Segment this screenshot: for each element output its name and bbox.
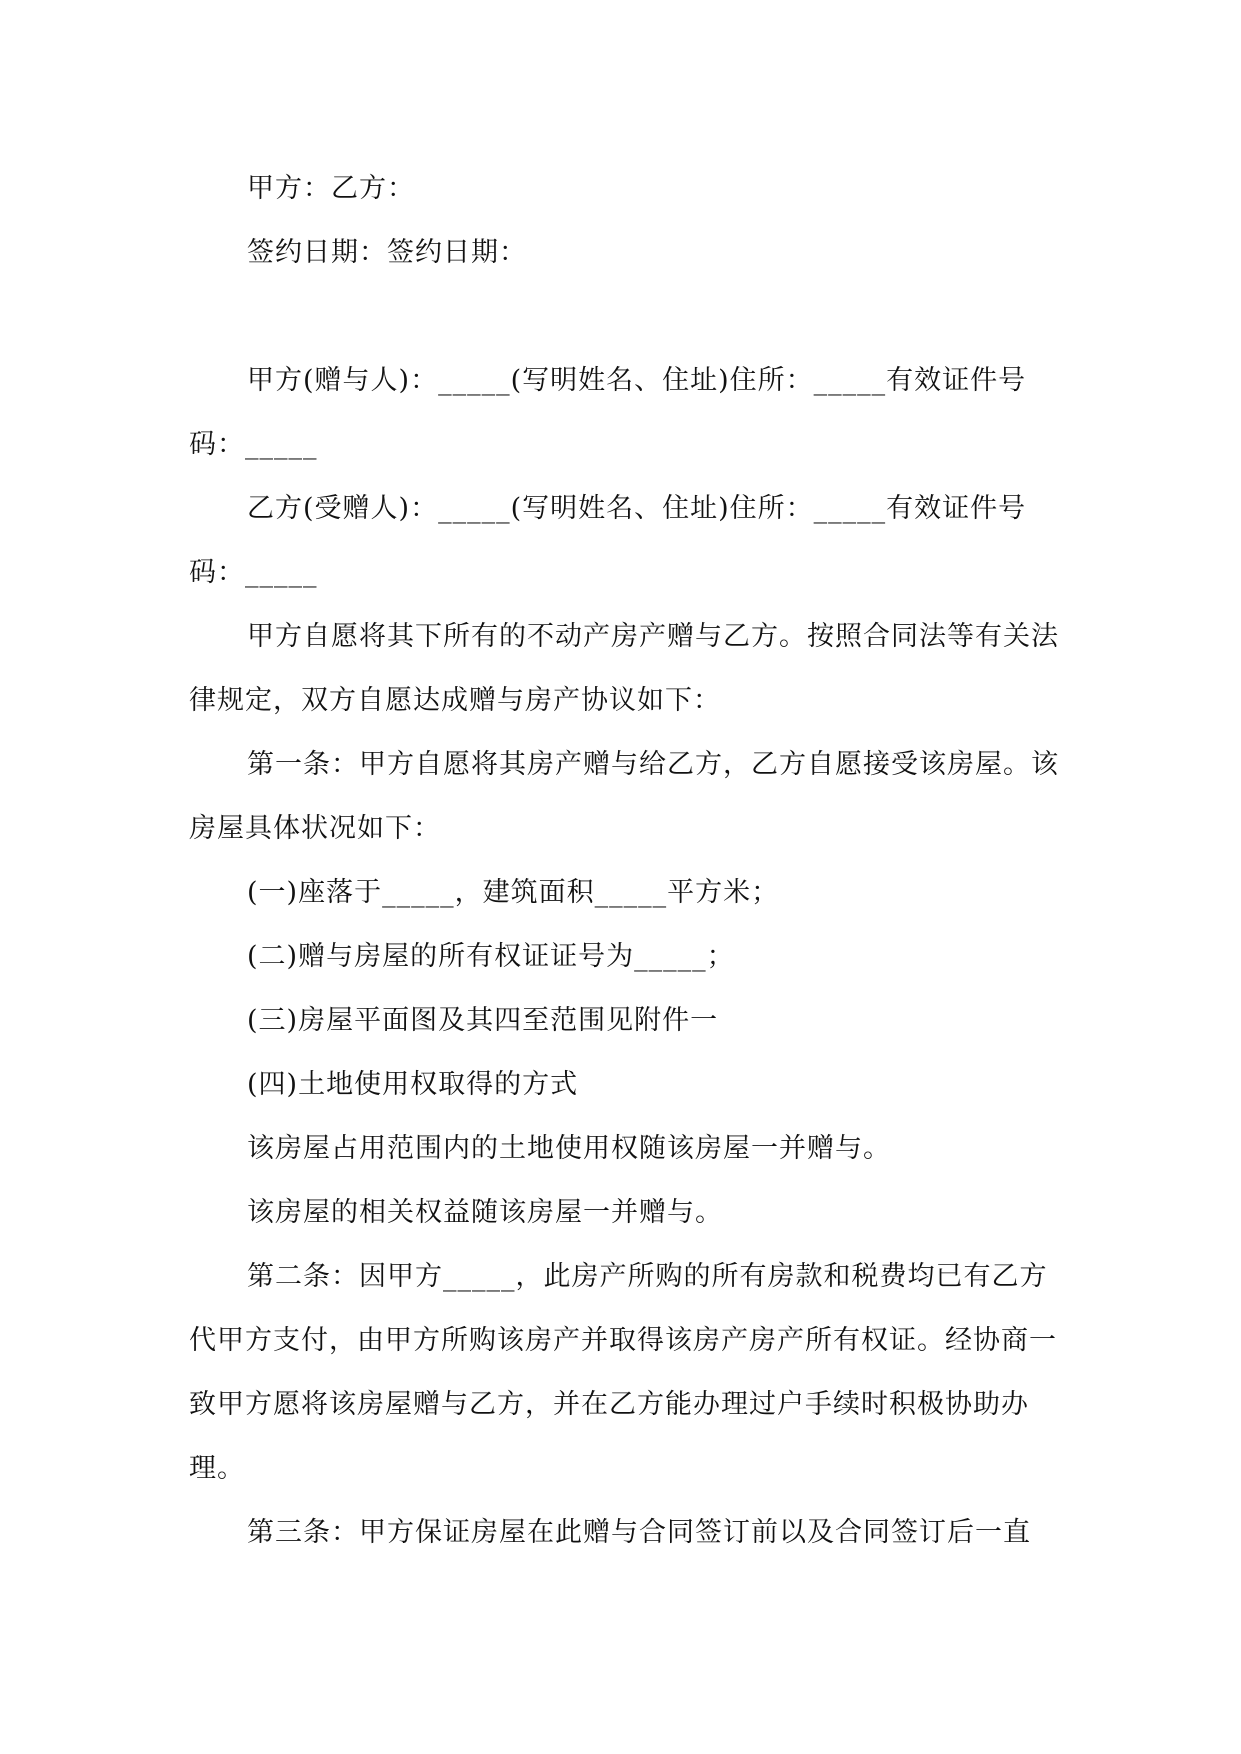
document-body xyxy=(189,157,1059,1565)
related-rights-paragraph: 该房屋的相关权益随该房屋一并赠与。 xyxy=(247,1197,723,1228)
donee-info: 乙方(受赠人)：_____(写明姓名、住址)住所：_____有效证件号码：_____ xyxy=(189,493,1027,588)
article-three: 第三条：甲方保证房屋在此赠与合同签订前以及合同签订后一直 xyxy=(247,1517,1031,1548)
sign-date-line: 签约日期：签约日期： xyxy=(247,237,527,268)
article-two: 第二条：因甲方_____，此房产所购的所有房款和税费均已有乙方代甲方支付，由甲方所购该房产并取得该房产房产所有权证。经协商一致甲方愿将该房屋赠与乙方，并在乙方能办理过户手续时积极协助办理。 xyxy=(189,1261,1057,1484)
item-four: (四)土地使用权取得的方式 xyxy=(247,1069,579,1100)
item-one: (一)座落于_____，建筑面积_____平方米； xyxy=(247,877,780,908)
item-three: (三)房屋平面图及其四至范围见附件一 xyxy=(247,1005,719,1036)
article-one: 第一条：甲方自愿将其房产赠与给乙方，乙方自愿接受该房屋。该房屋具体状况如下： xyxy=(189,749,1059,844)
donor-info: 甲方(赠与人)：_____(写明姓名、住址)住所：_____有效证件号码：_____ xyxy=(189,365,1027,460)
blank-spacer xyxy=(189,285,1059,349)
party-line: 甲方：乙方： xyxy=(247,173,415,204)
item-two: (二)赠与房屋的所有权证证号为_____； xyxy=(247,941,735,972)
land-rights-paragraph: 该房屋占用范围内的土地使用权随该房屋一并赠与。 xyxy=(247,1133,891,1164)
intro-paragraph: 甲方自愿将其下所有的不动产房产赠与乙方。按照合同法等有关法律规定，双方自愿达成赠与房产协议如下： xyxy=(189,621,1059,716)
